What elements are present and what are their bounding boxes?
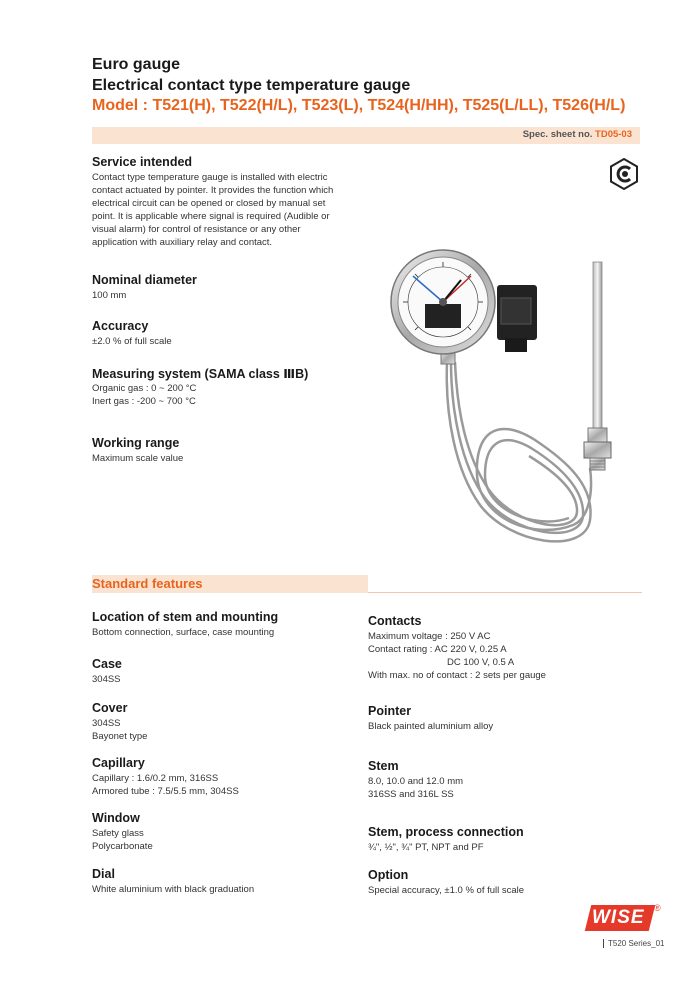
measuring-system-values: Organic gas : 0 ~ 200 °C Inert gas : -200 ~ 700 °C <box>92 383 197 407</box>
heading-contacts: Contacts <box>368 614 422 628</box>
process-connection-value: ¾", ½", ¾" PT, NPT and PF <box>368 842 484 853</box>
title-euro-gauge: Euro gauge <box>92 56 181 73</box>
spec-sheet-code: TD05-03 <box>595 129 632 140</box>
title-product-type: Electrical contact type temperature gauge <box>92 77 411 94</box>
certification-mark-icon <box>608 158 640 190</box>
heading-working-range: Working range <box>92 436 180 450</box>
window-values: Safety glass Polycarbonate <box>92 828 153 852</box>
heading-nominal-diameter: Nominal diameter <box>92 273 197 287</box>
registered-mark: ® <box>654 903 661 913</box>
divider <box>603 939 604 948</box>
pointer-value: Black painted aluminium alloy <box>368 721 494 732</box>
spec-sheet-band <box>92 127 640 144</box>
location-mounting-value: Bottom connection, surface, case mounting <box>92 627 275 638</box>
option-value: Special accuracy, ±1.0 % of full scale <box>368 885 525 896</box>
cover-values: 304SS Bayonet type <box>92 718 148 742</box>
accuracy-value: ±2.0 % of full scale <box>92 336 172 347</box>
wise-logo <box>588 905 660 935</box>
case-value: 304SS <box>92 674 121 685</box>
heading-window: Window <box>92 811 140 825</box>
working-range-value: Maximum scale value <box>92 453 184 464</box>
contacts-values: Maximum voltage : 250 V AC Contact rating : AC 220 V, 0.25 A DC 100 V, 0.5 A With max. no of contact : 2 sets per gauge <box>368 631 546 681</box>
heading-stem: Stem <box>368 759 399 773</box>
dial-value: White aluminium with black graduation <box>92 884 255 895</box>
wise-logo-text: WISE <box>592 907 645 928</box>
footer-series-label: T520 Series_01 <box>603 939 664 948</box>
title-model-list: Model : T521(H), T522(H/L), T523(L), T524(H/HH), T525(L/LL), T526(H/L) <box>92 97 626 114</box>
divider <box>368 592 642 593</box>
heading-option: Option <box>368 868 409 882</box>
heading-accuracy: Accuracy <box>92 319 149 333</box>
service-description: Contact type temperature gauge is installed with electric contact actuated by pointer. It provides the function which electrical circuit can be opened or closed by manual set point. It is applicable where signal is required (Audible or visual alarm) for control of resistance or any other application with auxiliary relay and contact. <box>92 172 334 248</box>
heading-location-mounting: Location of stem and mounting <box>92 610 279 624</box>
heading-dial: Dial <box>92 867 115 881</box>
capillary-values: Capillary : 1.6/0.2 mm, 316SS Armored tube : 7.5/5.5 mm, 304SS <box>92 773 239 797</box>
heading-case: Case <box>92 657 122 671</box>
heading-process-connection: Stem, process connection <box>368 825 524 839</box>
stem-values: 8.0, 10.0 and 12.0 mm 316SS and 316L SS <box>368 776 464 800</box>
nominal-diameter-value: 100 mm <box>92 290 127 301</box>
heading-capillary: Capillary <box>92 756 145 770</box>
heading-measuring-system: Measuring system (SAMA class ⅢB) <box>92 367 309 381</box>
heading-standard-features: Standard features <box>92 576 203 591</box>
heading-cover: Cover <box>92 701 128 715</box>
gauge-product-image <box>385 240 625 560</box>
spec-sheet-label: Spec. sheet no. <box>522 129 593 140</box>
heading-service-intended: Service intended <box>92 155 193 169</box>
spec-sheet-number <box>523 129 632 140</box>
heading-pointer: Pointer <box>368 704 412 718</box>
